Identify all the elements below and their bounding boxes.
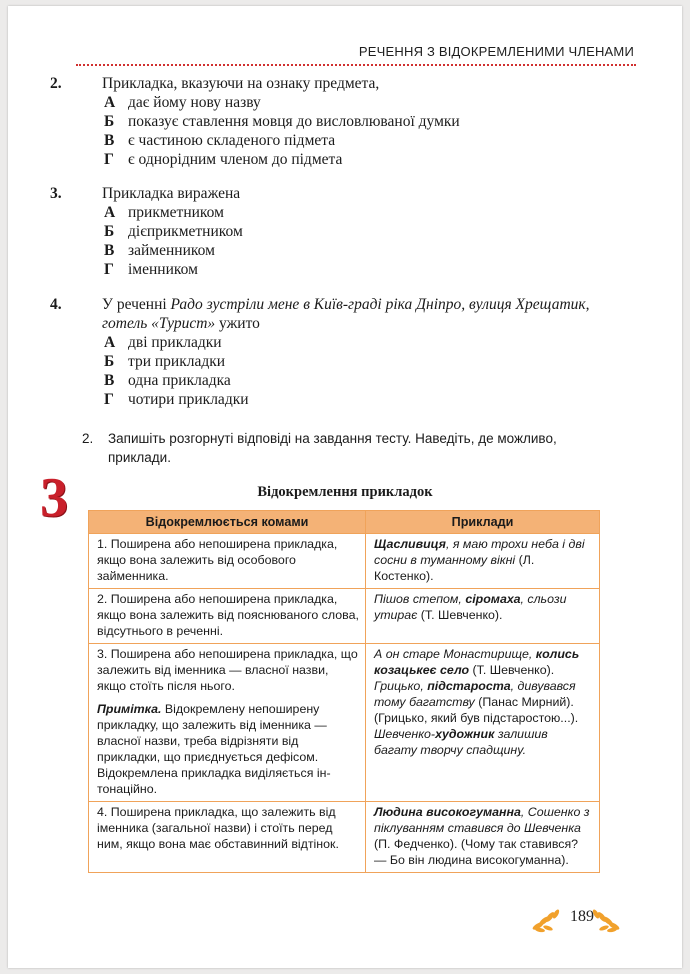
table-row <box>89 802 600 873</box>
instruction-text: Запишіть розгорнуті відповіді на завдання тесту. Наведіть, де можливо, приклади. <box>108 431 557 465</box>
option-letter: Г <box>104 391 114 408</box>
option-a <box>76 93 602 112</box>
option-text: дві прикладки <box>128 334 222 351</box>
example-bold: Людина високогуманна <box>374 805 521 819</box>
example-cell <box>366 534 600 589</box>
example-text: , сльози утирає <box>374 592 567 622</box>
question-stem-suffix: ужито <box>215 315 260 332</box>
instruction <box>82 429 608 467</box>
option-text: є однорідним членом до підмета <box>128 151 343 168</box>
option-a <box>76 333 602 352</box>
rule-cell: 2. Поширена або непоширена прикладка, якщо вона залежить від пояснюваного слова, відсутнього в реченні. <box>89 589 366 644</box>
rule-cell: 4. Поширена прикладка, що залежить від іменника (загальної назви) і стоїть перед ним, якщо вона має обставинний відтінок. <box>89 802 366 873</box>
option-letter: Г <box>104 151 114 168</box>
option-v <box>76 241 602 260</box>
question-number: 2. <box>50 75 62 92</box>
example-text: , дивувався тому багатству <box>374 679 576 709</box>
example-paragraph <box>374 646 593 678</box>
question-4 <box>50 295 602 409</box>
option-letter: Б <box>104 223 115 240</box>
example-cell <box>366 644 600 802</box>
option-letter: А <box>104 94 116 111</box>
note-label: Примітка. <box>97 702 162 716</box>
option-b <box>76 352 602 371</box>
example-paragraph <box>374 726 593 758</box>
example-cell <box>366 589 600 644</box>
example-bold: колись козацькеє село <box>374 647 580 677</box>
option-v <box>76 371 602 390</box>
example-bold: сіромаха <box>465 592 521 606</box>
table-header-row <box>89 511 600 534</box>
option-text: одна прикладка <box>128 372 231 389</box>
example-text: , я маю трохи неба і дві сосни в туманному вікні <box>374 537 585 567</box>
question-3 <box>50 184 602 279</box>
option-text: займенником <box>128 242 215 259</box>
option-letter: Б <box>104 353 115 370</box>
table-row <box>89 644 600 802</box>
column-header: Приклади <box>366 511 600 534</box>
option-letter: А <box>104 334 116 351</box>
example-text: Пішов степом, <box>374 592 466 606</box>
example-source: (Л. Костенко). <box>374 553 535 583</box>
rule-cell <box>89 644 366 802</box>
question-2 <box>50 74 602 169</box>
example-text: , Сошенко з піклуванням ставився до Шевченка <box>374 805 590 835</box>
rule-text: 3. Поширена або непоширена прикладка, що залежить від іменника — власної назви, якщо стоїть після нього. <box>97 647 358 693</box>
section-title: Відокремлення прикладок <box>257 484 433 500</box>
option-b <box>76 112 602 131</box>
option-text: іменником <box>128 261 198 278</box>
question-stem-sentence: Радо зустріли мене в Київ-граді ріка Дніпро, вулиця Хрещатик, готель «Турист» <box>102 296 590 332</box>
example-source: (П. Федченко). (Чому так ставився? — Бо він людина високогуманна). <box>374 837 579 867</box>
table-row <box>89 534 600 589</box>
option-text: дієприкметником <box>128 223 243 240</box>
table-row <box>89 589 600 644</box>
column-header: Відокремлюється комами <box>89 511 366 534</box>
option-letter: В <box>104 372 115 389</box>
example-text: Грицько, <box>374 679 428 693</box>
rules-table <box>88 510 600 873</box>
option-h <box>76 260 602 279</box>
example-paragraph <box>374 678 593 726</box>
option-text: показує ставлення мовця до висловлюваної думки <box>128 113 460 130</box>
rule-note <box>97 701 359 797</box>
option-text: три прикладки <box>128 353 226 370</box>
option-letter: В <box>104 132 115 149</box>
running-header: РЕЧЕННЯ З ВІДОКРЕМЛЕНИМИ ЧЛЕНАМИ <box>358 44 634 59</box>
example-source: (Панас Мирний). (Грицько, який був підстаростою...). <box>374 695 579 725</box>
header-rule <box>76 64 636 66</box>
option-h <box>76 150 602 169</box>
example-cell <box>366 802 600 873</box>
option-text: дає йому нову назву <box>128 94 261 111</box>
option-v <box>76 131 602 150</box>
option-a <box>76 203 602 222</box>
option-b <box>76 222 602 241</box>
instruction-number: 2. <box>82 431 94 446</box>
example-bold: Щасливиця <box>374 537 446 551</box>
example-text: А он старе Монастирище, <box>374 647 536 661</box>
example-source: (Т. Шевченко). <box>469 663 555 677</box>
example-bold: підстароста <box>427 679 511 693</box>
question-stem: Прикладка виражена <box>102 185 241 202</box>
question-number: 3. <box>50 185 62 202</box>
option-letter: Г <box>104 261 114 278</box>
section-number: 3 <box>40 467 68 529</box>
example-bold: художник <box>435 727 495 741</box>
option-text: є частиною складеного підмета <box>128 132 336 149</box>
option-h <box>76 390 602 409</box>
option-text: чотири прикладки <box>128 391 249 408</box>
question-number: 4. <box>50 296 62 313</box>
option-letter: А <box>104 204 116 221</box>
question-stem-prefix: У реченні <box>102 296 171 313</box>
question-stem: Прикладка, вказуючи на ознаку предмета, <box>102 75 380 92</box>
example-text: Шевченко- <box>374 727 436 741</box>
example-source: (Т. Шевченко). <box>417 608 503 622</box>
option-letter: Б <box>104 113 115 130</box>
example-text: залишив багату творчу спадщину. <box>374 727 548 757</box>
option-letter: В <box>104 242 115 259</box>
note-text: Відокремлену непоширену прикладку, що залежить від іменника — власної назви, треба відрізняти від прикладки, що приєднується дефісом. Відокремлена прикладка виділяється інтонаційно. <box>97 702 331 796</box>
page-number: 189 <box>570 908 594 925</box>
rule-cell: 1. Поширена або непоширена прикладка, якщо вона залежить від особового займенника. <box>89 534 366 589</box>
option-text: прикметником <box>128 204 224 221</box>
